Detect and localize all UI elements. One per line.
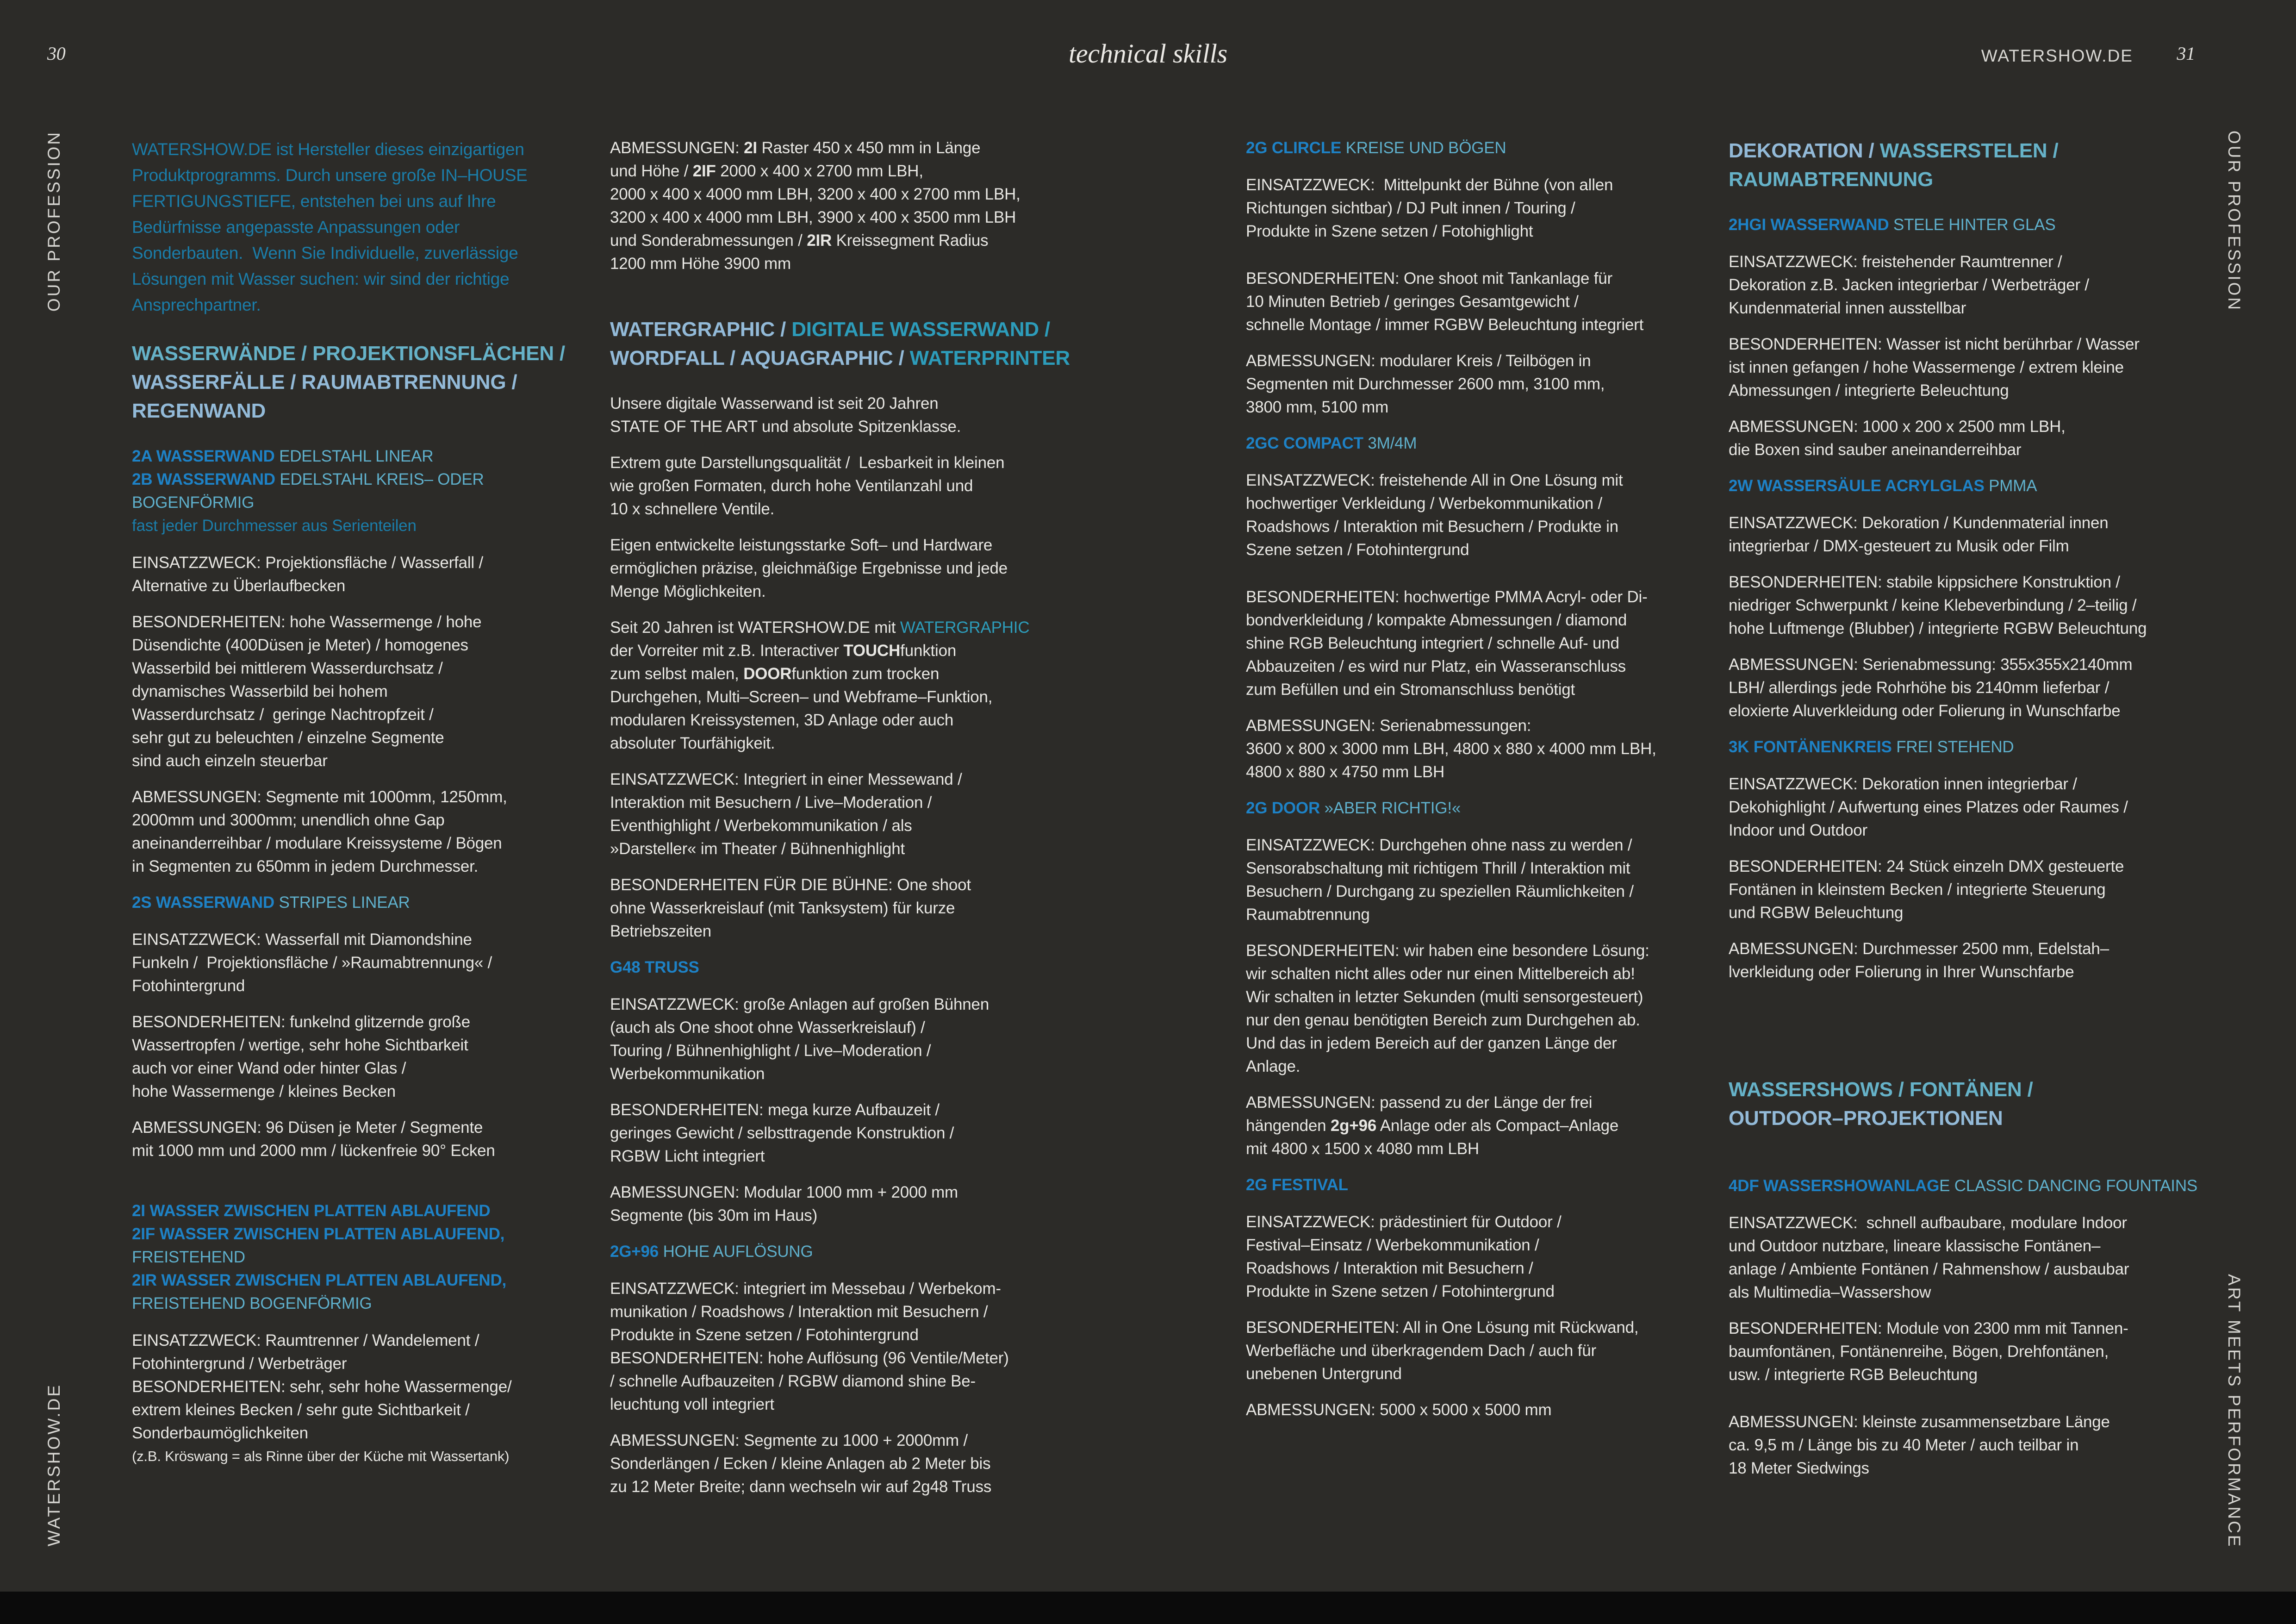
column-3-para-6 bbox=[1246, 469, 1716, 562]
text-line: FREISTEHEND bbox=[132, 1248, 245, 1266]
column-4-para-2 bbox=[1729, 250, 2198, 320]
text-line: (auch als One shoot ohne Wasserkreislauf) / bbox=[610, 1018, 925, 1037]
text-line: Bedürfnisse angepasste Anpassungen oder bbox=[132, 218, 460, 237]
text-line: Anlage. bbox=[1246, 1057, 1300, 1075]
text-line: ABMESSUNGEN: Durchmesser 2500 mm, Edelstah– bbox=[1729, 940, 2109, 958]
text-line: leuchtung voll integriert bbox=[610, 1395, 774, 1413]
text-line: 3600 x 800 x 3000 mm LBH, 4800 x 880 x 4000 mm LBH, bbox=[1246, 740, 1656, 758]
text-line: und Sonderabmessungen / 2IR Kreissegment Radius bbox=[610, 231, 989, 250]
text-line: ABMESSUNGEN: modularer Kreis / Teilbögen in bbox=[1246, 352, 1591, 370]
text-line: Werbefläche und überkragendem Dach / auch für bbox=[1246, 1342, 1596, 1360]
text-line: munikation / Roadshows / Interaktion mit Besuchern / bbox=[610, 1303, 988, 1321]
text-line: in Segmenten zu 650mm in jedem Durchmesser. bbox=[132, 857, 479, 875]
text-line: baumfontänen, Fontänenreihe, Bögen, Drehfontänen, bbox=[1729, 1343, 2109, 1361]
text-line: Segmenten mit Durchmesser 2600 mm, 3100 mm, bbox=[1246, 375, 1605, 393]
column-3-para-17 bbox=[1246, 1399, 1716, 1422]
column-1-para-9 bbox=[132, 1116, 588, 1162]
column-3-para-11 bbox=[1246, 834, 1716, 926]
text-line: fast jeder Durchmesser aus Serienteilen bbox=[132, 517, 417, 535]
text-line: Raumabtrennung bbox=[1246, 906, 1370, 924]
text-line: zu 12 Meter Breite; dann wechseln wir auf 2g48 Truss bbox=[610, 1478, 992, 1496]
text-line: Segmente (bis 30m im Haus) bbox=[610, 1206, 818, 1224]
text-line: WASSERWÄNDE / PROJEKTIONSFLÄCHEN / bbox=[132, 342, 566, 365]
text-line: ABMESSUNGEN: Serienabmessung: 355x355x2140mm bbox=[1729, 656, 2133, 674]
text-line: BESONDERHEITEN: sehr, sehr hohe Wassermenge/ bbox=[132, 1378, 512, 1396]
text-line: Sonderbaumöglichkeiten bbox=[132, 1424, 308, 1442]
text-line: 2W WASSERSÄULE ACRYLGLAS PMMA bbox=[1729, 477, 2037, 495]
text-line: EINSATZZWECK: Wasserfall mit Diamondshine bbox=[132, 931, 472, 949]
column-3-para-13 bbox=[1246, 1091, 1716, 1161]
column-2-para-10 bbox=[610, 993, 1073, 1086]
column-4-para-3 bbox=[1729, 333, 2198, 402]
text-line: ABMESSUNGEN: Segmente mit 1000mm, 1250mm, bbox=[132, 788, 507, 806]
column-1-product-2 bbox=[132, 445, 588, 537]
text-line: mit 4800 x 1500 x 4080 mm LBH bbox=[1246, 1140, 1479, 1158]
text-line: 2I WASSER ZWISCHEN PLATTEN ABLAUFEND bbox=[132, 1202, 491, 1220]
text-line: EINSATZZWECK: Dekoration / Kundenmaterial innen bbox=[1729, 514, 2109, 532]
text-line: hochwertiger Verkleidung / Werbekommunikation / bbox=[1246, 494, 1603, 512]
column-4 bbox=[1729, 137, 2198, 1493]
text-line: 2B WASSERWAND EDELSTAHL KREIS– ODER bbox=[132, 470, 484, 488]
text-line: EINSATZZWECK: Projektionsfläche / Wasserfall / bbox=[132, 554, 484, 572]
column-4-para-11 bbox=[1729, 855, 2198, 924]
text-line: ABMESSUNGEN: 2I Raster 450 x 450 mm in Länge bbox=[610, 139, 981, 157]
text-line: sind auch einzeln steuerbar bbox=[132, 752, 328, 770]
brand-header: WATERSHOW.DE bbox=[1981, 46, 2133, 65]
text-line: hohe Luftmenge (Blubber) / integrierte RGBW Beleuchtung bbox=[1729, 619, 2147, 637]
text-line: hängenden 2g+96 Anlage oder als Compact–Anlage bbox=[1246, 1117, 1619, 1135]
text-line: wir schalten nicht alles oder nur einen Mittelbereich ab! bbox=[1246, 965, 1635, 983]
text-line: BESONDERHEITEN: Wasser ist nicht berührbar / Wasser bbox=[1729, 335, 2140, 353]
column-1 bbox=[132, 137, 588, 1481]
text-line: als Multimedia–Wassershow bbox=[1729, 1283, 1931, 1301]
text-line: Roadshows / Interaktion mit Besuchern / bbox=[1246, 1259, 1533, 1277]
column-4-spacer-15 bbox=[1729, 1152, 2198, 1164]
text-line: absoluter Tourfähigkeit. bbox=[610, 734, 775, 752]
text-line: nur den genau benötigten Bereich zum Durchgehen ab. bbox=[1246, 1011, 1640, 1029]
column-1-para-13 bbox=[132, 1445, 588, 1468]
margin-label-watershow-de: WATERSHOW.DE bbox=[44, 1383, 63, 1547]
text-line: BESONDERHEITEN: wir haben eine besondere Lösung: bbox=[1246, 942, 1649, 960]
column-4-product-16 bbox=[1729, 1174, 2198, 1198]
text-line: ABMESSUNGEN: 5000 x 5000 x 5000 mm bbox=[1246, 1401, 1552, 1419]
column-1-para-12 bbox=[132, 1329, 588, 1445]
column-4-product-9 bbox=[1729, 736, 2198, 759]
text-line: EINSATZZWECK: schnell aufbaubare, modulare Indoor bbox=[1729, 1214, 2127, 1232]
text-line: BESONDERHEITEN: mega kurze Aufbauzeit / bbox=[610, 1101, 940, 1119]
text-line: 2GC COMPACT 3M/4M bbox=[1246, 434, 1417, 452]
text-line: Produkte in Szene setzen / Fotohintergrund bbox=[610, 1326, 919, 1344]
text-line: Wasserdurchsatz / geringe Nachtropfzeit / bbox=[132, 706, 434, 724]
column-3-para-16 bbox=[1246, 1316, 1716, 1386]
text-line: Festival–Einsatz / Werbekommunikation / bbox=[1246, 1236, 1539, 1254]
text-line: Sonderbauten. Wenn Sie Individuelle, zuverlässige bbox=[132, 244, 518, 262]
text-line: ABMESSUNGEN: Segmente zu 1000 + 2000mm / bbox=[610, 1431, 968, 1449]
text-line: shine RGB Beleuchtung integriert / schnelle Auf- und bbox=[1246, 634, 1619, 652]
text-line: 2IR WASSER ZWISCHEN PLATTEN ABLAUFEND, bbox=[132, 1271, 507, 1289]
column-1-product-6 bbox=[132, 891, 588, 914]
text-line: Extrem gute Darstellungsqualität / Lesbarkeit in kleinen bbox=[610, 454, 1005, 472]
column-3-para-9 bbox=[1246, 714, 1716, 784]
text-line: wie großen Formaten, durch hohe Ventilanzahl und bbox=[610, 477, 973, 495]
text-line: RGBW Licht integriert bbox=[610, 1147, 765, 1165]
text-line: BESONDERHEITEN: 24 Stück einzeln DMX gesteuerte bbox=[1729, 857, 2124, 875]
text-line: dynamisches Wasserbild bei hohem bbox=[132, 682, 388, 700]
text-line: BESONDERHEITEN: One shoot mit Tankanlage für bbox=[1246, 269, 1612, 287]
text-line: 4DF WASSERSHOWANLAGE CLASSIC DANCING FOUNTAINS bbox=[1729, 1177, 2198, 1195]
text-line: 2IF WASSER ZWISCHEN PLATTEN ABLAUFEND, bbox=[132, 1225, 505, 1243]
column-4-para-8 bbox=[1729, 653, 2198, 723]
column-3-para-1 bbox=[1246, 174, 1716, 243]
text-line: ABMESSUNGEN: Modular 1000 mm + 2000 mm bbox=[610, 1183, 958, 1201]
text-line: 18 Meter Siedwings bbox=[1729, 1459, 1869, 1477]
text-line: ABMESSUNGEN: kleinste zusammensetzbare Länge bbox=[1729, 1413, 2110, 1431]
column-4-para-7 bbox=[1729, 571, 2198, 640]
text-line: Unsere digitale Wasserwand ist seit 20 Jahren bbox=[610, 394, 939, 412]
text-line: ABMESSUNGEN: 96 Düsen je Meter / Segmente bbox=[132, 1118, 483, 1137]
column-2-spacer-1 bbox=[610, 288, 1073, 315]
column-2-para-5 bbox=[610, 534, 1073, 603]
text-line: Roadshows / Interaktion mit Besuchern / Produkte in bbox=[1246, 518, 1618, 536]
text-line: integrierbar / DMX-gesteuert zu Musik oder Film bbox=[1729, 537, 2069, 555]
text-line: BESONDERHEITEN: funkelnd glitzernde große bbox=[132, 1013, 470, 1031]
left-page-number: 30 bbox=[47, 43, 66, 64]
text-line: Wassertropfen / wertige, sehr hohe Sichtbarkeit bbox=[132, 1036, 468, 1054]
footer-bar bbox=[0, 1592, 2296, 1624]
text-line: WASSERSHOWS / FONTÄNEN / bbox=[1729, 1078, 2033, 1101]
column-3-product-14 bbox=[1246, 1174, 1716, 1197]
text-line: usw. / integrierte RGB Beleuchtung bbox=[1729, 1366, 1978, 1384]
column-3-product-5 bbox=[1246, 432, 1716, 455]
text-line: 2S WASSERWAND STRIPES LINEAR bbox=[132, 893, 410, 912]
text-line: Lösungen mit Wasser suchen: wir sind der richtige bbox=[132, 269, 510, 288]
text-line: BESONDERHEITEN: Module von 2300 mm mit Tannen- bbox=[1729, 1319, 2128, 1337]
text-line: bondverkleidung / kompakte Abmessungen / diamond bbox=[1246, 611, 1627, 629]
text-line: Besuchern / Durchgang zu speziellen Räumlichkeiten / bbox=[1246, 882, 1634, 900]
text-line: Fotohintergrund bbox=[132, 977, 245, 995]
text-line: Abbauzeiten / es wird nur Platz, ein Wasseranschluss bbox=[1246, 657, 1626, 675]
text-line: sehr gut zu beleuchten / einzelne Segmente bbox=[132, 729, 444, 747]
text-line: Menge Möglichkeiten. bbox=[610, 582, 766, 600]
column-2-para-12 bbox=[610, 1181, 1073, 1227]
text-line: Und das in jedem Bereich auf der ganzen Länge der bbox=[1246, 1034, 1617, 1052]
text-line: Fotohintergrund / Werbeträger bbox=[132, 1355, 347, 1373]
column-3-product-10 bbox=[1246, 797, 1716, 820]
text-line: Szene setzen / Fotohintergrund bbox=[1246, 541, 1469, 559]
text-line: BESONDERHEITEN: hohe Auflösung (96 Ventile/Meter) bbox=[610, 1349, 1009, 1367]
text-line: Indoor und Outdoor bbox=[1729, 821, 1867, 839]
column-2 bbox=[610, 137, 1073, 1512]
text-line: 2G+96 HOHE AUFLÖSUNG bbox=[610, 1243, 813, 1261]
text-line: BESONDERHEITEN: hohe Wassermenge / hohe bbox=[132, 613, 482, 631]
text-line: zum selbst malen, DOORfunktion zum trocken bbox=[610, 665, 940, 683]
text-line: und Outdoor nutzbare, lineare klassische Fontänen– bbox=[1729, 1237, 2101, 1255]
column-1-para-3 bbox=[132, 551, 588, 598]
text-line: EINSATZZWECK: große Anlagen auf großen Bühnen bbox=[610, 995, 989, 1013]
text-line: Produktprogramms. Durch unsere große IN–HOUSE bbox=[132, 166, 528, 185]
text-line: anlage / Ambiente Fontänen / Rahmenshow / ausbaubar bbox=[1729, 1260, 2129, 1278]
column-1-section-1 bbox=[132, 339, 588, 425]
column-4-para-6 bbox=[1729, 512, 2198, 558]
text-line: REGENWAND bbox=[132, 400, 266, 422]
column-2-para-8 bbox=[610, 874, 1073, 943]
text-line: modularen Kreissystemen, 3D Anlage oder auch bbox=[610, 711, 954, 729]
column-2-para-11 bbox=[610, 1099, 1073, 1168]
column-4-para-17 bbox=[1729, 1212, 2198, 1304]
text-line: Kundenmaterial innen ausstellbar bbox=[1729, 299, 1966, 317]
column-4-product-1 bbox=[1729, 213, 2198, 237]
text-line: Funkeln / Projektionsfläche / »Raumabtrennung« / bbox=[132, 954, 492, 972]
text-line: 2000mm und 3000mm; unendlich ohne Gap bbox=[132, 811, 445, 829]
column-1-spacer-10 bbox=[132, 1175, 588, 1189]
text-line: Ansprechpartner. bbox=[132, 295, 261, 314]
text-line: Wasserbild bei mittlerem Wasserdurchsatz / bbox=[132, 659, 443, 677]
text-line: und Höhe / 2IF 2000 x 400 x 2700 mm LBH, bbox=[610, 162, 923, 180]
text-line: aneinanderreihbar / modulare Kreissysteme / Bögen bbox=[132, 834, 502, 852]
column-4-spacer-19 bbox=[1729, 1399, 2198, 1411]
text-line: EINSATZZWECK: freistehende All in One Lösung mit bbox=[1246, 471, 1623, 489]
text-line: Interaktion mit Besuchern / Live–Moderation / bbox=[610, 793, 932, 812]
text-line: Dekohighlight / Aufwertung eines Platzes oder Raumes / bbox=[1729, 798, 2128, 816]
text-line: BESONDERHEITEN: hochwertige PMMA Acryl- oder Di- bbox=[1246, 588, 1648, 606]
column-3-para-8 bbox=[1246, 586, 1716, 701]
text-line: ABMESSUNGEN: 1000 x 200 x 2500 mm LBH, bbox=[1729, 418, 2066, 436]
margin-label-our-profession-right: OUR PROFESSION bbox=[2225, 131, 2244, 312]
text-line: Produkte in Szene setzen / Fotohintergrund bbox=[1246, 1282, 1555, 1300]
column-3-product-0 bbox=[1246, 137, 1716, 160]
text-line: 4800 x 880 x 4750 mm LBH bbox=[1246, 763, 1445, 781]
text-line: eloxierte Aluverkleidung oder Folierung in Wunschfarbe bbox=[1729, 702, 2121, 720]
right-page-number: 31 bbox=[2177, 43, 2195, 64]
column-3-para-4 bbox=[1246, 350, 1716, 419]
column-2-para-14 bbox=[610, 1277, 1073, 1416]
column-4-para-18 bbox=[1729, 1317, 2198, 1387]
column-2-para-3 bbox=[610, 392, 1073, 438]
text-line: Sonderlängen / Ecken / kleine Anlagen ab 2 Meter bis bbox=[610, 1455, 991, 1473]
text-line: hohe Wassermenge / kleines Becken bbox=[132, 1082, 396, 1100]
text-line: / schnelle Aufbauzeiten / RGBW diamond shine Be- bbox=[610, 1372, 976, 1390]
text-line: 2000 x 400 x 4000 mm LBH, 3200 x 400 x 2700 mm LBH, bbox=[610, 185, 1020, 203]
text-line: unebenen Untergrund bbox=[1246, 1365, 1402, 1383]
column-4-section-0 bbox=[1729, 137, 2198, 194]
text-line: Düsendichte (400Düsen je Meter) / homogenes bbox=[132, 636, 468, 654]
text-line: 10 x schnellere Ventile. bbox=[610, 500, 775, 518]
text-line: STATE OF THE ART und absolute Spitzenklasse. bbox=[610, 418, 961, 436]
text-line: EINSATZZWECK: Raumtrenner / Wandelement / bbox=[132, 1331, 479, 1349]
text-line: ABMESSUNGEN: Serienabmessungen: bbox=[1246, 717, 1531, 735]
column-4-product-5 bbox=[1729, 475, 2198, 498]
text-line: Touring / Bühnenhighlight / Live–Moderation / bbox=[610, 1042, 931, 1060]
column-1-para-7 bbox=[132, 928, 588, 998]
text-line: ist innen gefangen / hohe Wassermenge / extrem kleine bbox=[1729, 358, 2124, 376]
text-line: 3200 x 400 x 4000 mm LBH, 3900 x 400 x 3500 mm LBH bbox=[610, 208, 1016, 226]
column-3-para-15 bbox=[1246, 1211, 1716, 1303]
text-line: FERTIGUNGSTIEFE, entstehen bei uns auf Ihre bbox=[132, 192, 496, 211]
text-line: lverkleidung oder Folierung in Ihrer Wunschfarbe bbox=[1729, 963, 2074, 981]
text-line: Abmessungen / integrierte Beleuchtung bbox=[1729, 381, 2009, 400]
text-line: 2HGI WASSERWAND STELE HINTER GLAS bbox=[1729, 216, 2056, 234]
margin-label-our-profession-left: OUR PROFESSION bbox=[44, 131, 63, 312]
text-line: EINSATZZWECK: integriert im Messebau / Werbekom- bbox=[610, 1280, 1001, 1298]
column-4-spacer-13 bbox=[1729, 997, 2198, 1075]
text-line: WASSERFÄLLE / RAUMABTRENNUNG / bbox=[132, 371, 517, 394]
text-line: Fontänen in kleinstem Becken / integrierte Steuerung bbox=[1729, 881, 2106, 899]
column-2-para-0 bbox=[610, 137, 1073, 275]
text-line: RAUMABTRENNUNG bbox=[1729, 168, 1934, 191]
text-line: OUTDOOR–PROJEKTIONEN bbox=[1729, 1107, 2003, 1130]
column-2-para-4 bbox=[610, 451, 1073, 521]
text-line: WORDFALL / AQUAGRAPHIC / WATERPRINTER bbox=[610, 347, 1070, 369]
column-3-para-3 bbox=[1246, 267, 1716, 337]
margin-label-art-meets-performance: ART MEETS PERFORMANCE bbox=[2225, 1274, 2244, 1549]
text-line: EINSATZZWECK: Mittelpunkt der Bühne (von allen bbox=[1246, 176, 1613, 194]
text-line: EINSATZZWECK: Dekoration innen integrierbar / bbox=[1729, 775, 2077, 793]
text-line: 2A WASSERWAND EDELSTAHL LINEAR bbox=[132, 447, 434, 465]
text-line: Sensorabschaltung mit richtigem Thrill / Interaktion mit bbox=[1246, 859, 1630, 877]
text-line: BOGENFÖRMIG bbox=[132, 493, 255, 512]
text-line: ABMESSUNGEN: passend zu der Länge der frei bbox=[1246, 1093, 1593, 1112]
text-line: EINSATZZWECK: freistehender Raumtrenner / bbox=[1729, 253, 2062, 271]
text-line: WATERGRAPHIC / DIGITALE WASSERWAND / bbox=[610, 318, 1051, 341]
column-2-para-6 bbox=[610, 616, 1073, 755]
text-line: 3800 mm, 5100 mm bbox=[1246, 398, 1389, 416]
text-line: ohne Wasserkreislauf (mit Tanksystem) für kurze bbox=[610, 899, 955, 917]
text-line: niedriger Schwerpunkt / keine Klebeverbindung / 2–teilig / bbox=[1729, 596, 2137, 614]
text-line: die Boxen sind sauber aneinanderreihbar bbox=[1729, 441, 2022, 459]
text-line: G48 TRUSS bbox=[610, 958, 699, 976]
text-line: »Darsteller« im Theater / Bühnenhighlight bbox=[610, 840, 905, 858]
text-line: Werbekommunikation bbox=[610, 1065, 765, 1083]
column-1-intro-0 bbox=[132, 137, 588, 318]
text-line: EINSATZZWECK: Durchgehen ohne nass zu werden / bbox=[1246, 836, 1632, 854]
text-line: zum Befüllen und ein Stromanschluss benötigt bbox=[1246, 681, 1575, 699]
text-line: 2G FESTIVAL bbox=[1246, 1176, 1348, 1194]
text-line: WATERSHOW.DE ist Hersteller dieses einzigartigen bbox=[132, 140, 524, 159]
text-line: BESONDERHEITEN: All in One Lösung mit Rückwand, bbox=[1246, 1318, 1639, 1337]
text-line: Dekoration z.B. Jacken integrierbar / Werbeträger / bbox=[1729, 276, 2089, 294]
column-2-product-9 bbox=[610, 956, 1073, 979]
column-4-para-10 bbox=[1729, 773, 2198, 842]
column-1-para-5 bbox=[132, 786, 588, 878]
column-3 bbox=[1246, 137, 1716, 1435]
text-line: EINSATZZWECK: prädestiniert für Outdoor / bbox=[1246, 1213, 1562, 1231]
column-1-para-8 bbox=[132, 1011, 588, 1103]
column-2-section-2 bbox=[610, 315, 1073, 373]
text-line: BESONDERHEITEN FÜR DIE BÜHNE: One shoot bbox=[610, 876, 971, 894]
text-line: und RGBW Beleuchtung bbox=[1729, 904, 1904, 922]
text-line: FREISTEHEND BOGENFÖRMIG bbox=[132, 1294, 372, 1312]
column-2-para-7 bbox=[610, 768, 1073, 861]
text-line: Produkte in Szene setzen / Fotohighlight bbox=[1246, 222, 1533, 240]
text-line: 10 Minuten Betrieb / geringes Gesamtgewicht / bbox=[1246, 293, 1579, 311]
column-2-product-13 bbox=[610, 1240, 1073, 1263]
text-line: ca. 9,5 m / Länge bis zu 40 Meter / auch teilbar in bbox=[1729, 1436, 2079, 1454]
text-line: 2G DOOR »ABER RICHTIG!« bbox=[1246, 799, 1461, 817]
column-4-section-14 bbox=[1729, 1075, 2198, 1133]
text-line: BESONDERHEITEN: stabile kippsichere Konstruktion / bbox=[1729, 573, 2120, 591]
column-3-spacer-2 bbox=[1246, 256, 1716, 267]
text-line: Alternative zu Überlaufbecken bbox=[132, 577, 346, 595]
page-title: technical skills bbox=[1068, 38, 1228, 69]
text-line: 2G CLIRCLE KREISE UND BÖGEN bbox=[1246, 139, 1506, 157]
text-line: Eventhighlight / Werbekommunikation / als bbox=[610, 817, 912, 835]
text-line: Betriebszeiten bbox=[610, 922, 711, 940]
column-4-para-20 bbox=[1729, 1411, 2198, 1480]
column-4-para-4 bbox=[1729, 415, 2198, 462]
text-line: Wir schalten in letzter Sekunden (multi sensorgesteuert) bbox=[1246, 988, 1643, 1006]
column-3-para-12 bbox=[1246, 939, 1716, 1078]
column-4-para-12 bbox=[1729, 937, 2198, 984]
column-3-spacer-7 bbox=[1246, 575, 1716, 586]
text-line: der Vorreiter mit z.B. Interactiver TOUCHfunktion bbox=[610, 642, 957, 660]
text-line: auch vor einer Wand oder hinter Glas / bbox=[132, 1059, 406, 1077]
column-1-para-4 bbox=[132, 611, 588, 773]
text-line: LBH/ allerdings jede Rohrhöhe bis 2140mm lieferbar / bbox=[1729, 679, 2109, 697]
text-line: Seit 20 Jahren ist WATERSHOW.DE mit WATERGRAPHIC bbox=[610, 618, 1030, 637]
text-line: mit 1000 mm und 2000 mm / lückenfreie 90° Ecken bbox=[132, 1142, 495, 1160]
column-1-product-11 bbox=[132, 1199, 588, 1315]
column-2-para-15 bbox=[610, 1429, 1073, 1499]
text-line: Richtungen sichtbar) / DJ Pult innen / Touring / bbox=[1246, 199, 1575, 217]
text-line: DEKORATION / WASSERSTELEN / bbox=[1729, 139, 2059, 162]
text-line: EINSATZZWECK: Integriert in einer Messewand / bbox=[610, 770, 962, 788]
text-line: 1200 mm Höhe 3900 mm bbox=[610, 255, 791, 273]
text-line: Durchgehen, Multi–Screen– und Webframe–Funktion, bbox=[610, 688, 993, 706]
text-line: (z.B. Kröswang = als Rinne über der Küche mit Wassertank) bbox=[132, 1448, 510, 1464]
text-line: extrem kleines Becken / sehr gute Sichtbarkeit / bbox=[132, 1401, 470, 1419]
text-line: 3K FONTÄNENKREIS FREI STEHEND bbox=[1729, 738, 2014, 756]
text-line: geringes Gewicht / selbsttragende Konstruktion / bbox=[610, 1124, 954, 1142]
text-line: Eigen entwickelte leistungsstarke Soft– und Hardware bbox=[610, 536, 993, 554]
text-line: schnelle Montage / immer RGBW Beleuchtung integriert bbox=[1246, 316, 1644, 334]
text-line: ermöglichen präzise, gleichmäßige Ergebnisse und jede bbox=[610, 559, 1008, 577]
